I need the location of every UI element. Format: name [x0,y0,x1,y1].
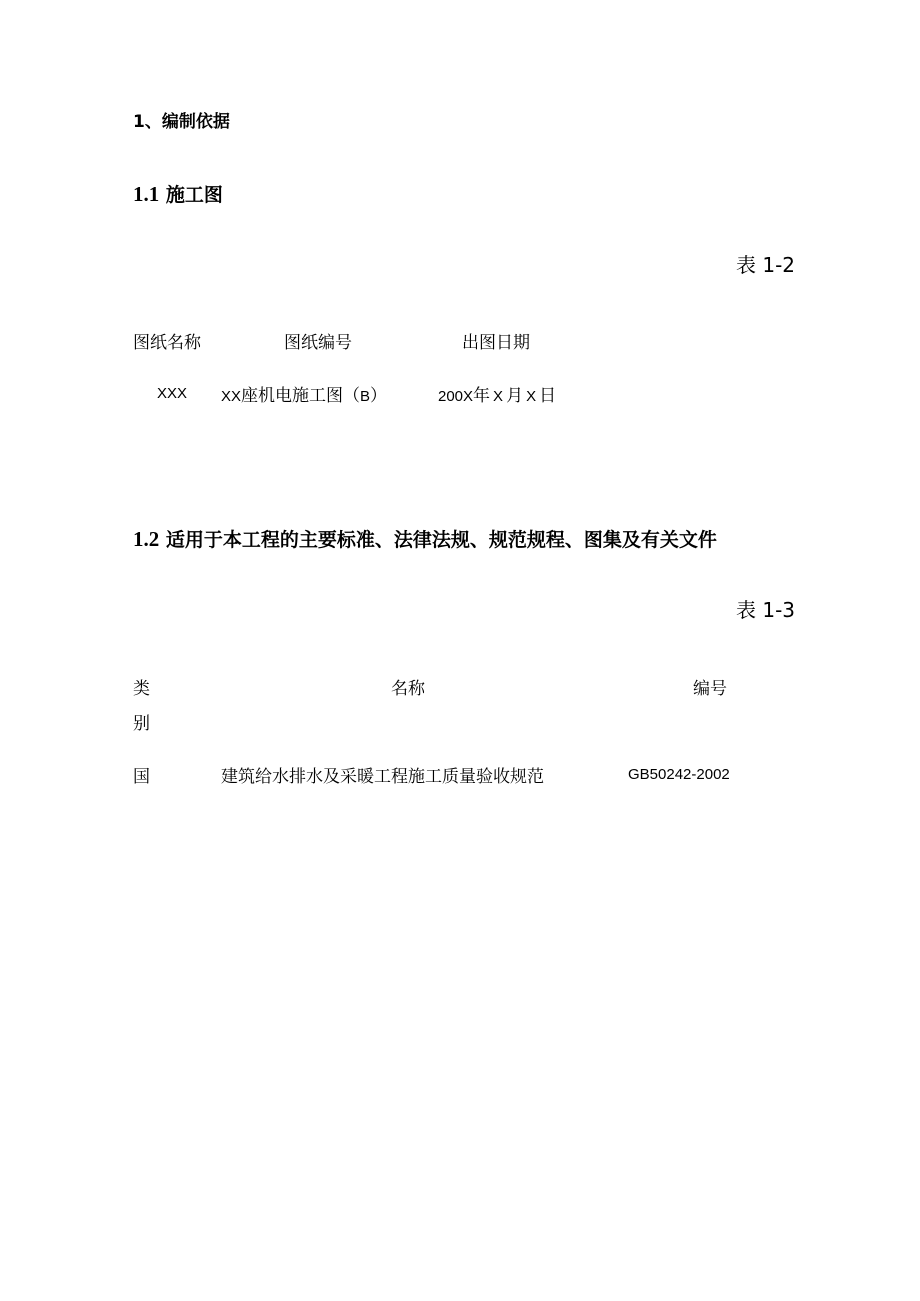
drawing-number-letter: B [360,388,371,405]
section-number: 1.2 [133,527,160,551]
table-cell-drawing-number [221,381,387,406]
section-number: 1.1 [133,182,160,206]
table-label-1-2: 表 1-2 [736,253,796,277]
date-yue: 月 [506,386,524,406]
section-heading-1-2 [133,525,717,552]
date-month: X [493,388,504,405]
table-header-category-line1: 类 [133,679,150,699]
section-heading-1: 1、编制依据 [133,112,230,132]
drawing-number-prefix: XX [221,388,242,405]
drawing-number-text: 座机电施工图（ [241,386,361,406]
table-cell-standard-name: 建筑给水排水及采暖工程施工质量验收规范 [221,767,544,787]
section-heading-1-1 [133,180,223,207]
table-header-code: 编号 [693,679,727,699]
date-day: X [526,388,537,405]
table-cell-issue-date [438,381,556,406]
table-header-category-line2: 别 [133,714,150,734]
table-cell-standard-code: GB50242-2002 [628,766,730,783]
section-title: 适用于本工程的主要标准、法律法规、规范规程、图集及有关文件 [165,529,717,551]
table-label-1-3: 表 1-3 [736,598,796,622]
date-nian: 年 [473,386,491,406]
table-header-drawing-number: 图纸编号 [284,333,352,353]
section-title: 施工图 [165,184,223,206]
table-cell-drawing-name: XXX [157,385,188,402]
date-ri: 日 [539,386,557,406]
table-header-issue-date: 出图日期 [462,333,530,353]
table-header-drawing-name: 图纸名称 [133,333,201,353]
table-cell-category: 国 [133,767,150,787]
table-header-name: 名称 [391,679,425,699]
drawing-number-close: ） [370,386,388,406]
date-year: 200X [438,388,474,405]
